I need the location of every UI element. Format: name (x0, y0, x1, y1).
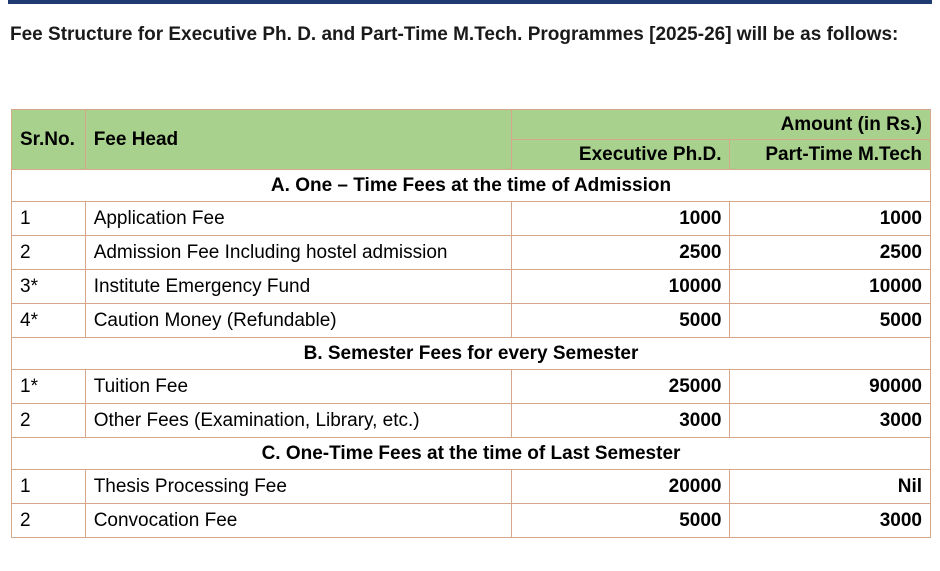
table-row (12, 504, 931, 538)
cell-fee-head: Application Fee (85, 202, 511, 236)
cell-executive: 5000 (511, 504, 730, 538)
cell-sr: 1 (12, 202, 86, 236)
cell-executive: 25000 (511, 370, 730, 404)
header-executive-phd: Executive Ph.D. (511, 140, 730, 170)
cell-part-time: 3000 (730, 504, 931, 538)
cell-fee-head: Tuition Fee (85, 370, 511, 404)
cell-executive: 5000 (511, 304, 730, 338)
section-row (12, 170, 931, 202)
cell-executive: 20000 (511, 470, 730, 504)
cell-fee-head: Institute Emergency Fund (85, 270, 511, 304)
fee-structure-table (11, 109, 931, 538)
cell-executive: 1000 (511, 202, 730, 236)
cell-part-time: 1000 (730, 202, 931, 236)
cell-sr: 1* (12, 370, 86, 404)
cell-sr: 3* (12, 270, 86, 304)
top-rule (8, 0, 932, 4)
header-sr-no: Sr.No. (12, 110, 86, 170)
header-fee-head: Fee Head (85, 110, 511, 170)
table-row (12, 470, 931, 504)
cell-part-time: Nil (730, 470, 931, 504)
cell-part-time: 90000 (730, 370, 931, 404)
cell-part-time: 10000 (730, 270, 931, 304)
cell-part-time: 5000 (730, 304, 931, 338)
cell-fee-head: Admission Fee Including hostel admission (85, 236, 511, 270)
section-title: B. Semester Fees for every Semester (12, 338, 931, 370)
section-row (12, 438, 931, 470)
cell-fee-head: Other Fees (Examination, Library, etc.) (85, 404, 511, 438)
cell-sr: 2 (12, 504, 86, 538)
cell-part-time: 3000 (730, 404, 931, 438)
table-row (12, 202, 931, 236)
cell-executive: 3000 (511, 404, 730, 438)
cell-sr: 4* (12, 304, 86, 338)
page-heading: Fee Structure for Executive Ph. D. and Part-Time M.Tech. Programmes [2025-26] will be as follows: (10, 24, 899, 45)
section-row (12, 338, 931, 370)
header-amount: Amount (in Rs.) (511, 110, 930, 140)
cell-fee-head: Thesis Processing Fee (85, 470, 511, 504)
cell-executive: 10000 (511, 270, 730, 304)
section-title: C. One-Time Fees at the time of Last Semester (12, 438, 931, 470)
table-row (12, 236, 931, 270)
table-row (12, 404, 931, 438)
table-row (12, 270, 931, 304)
table-row (12, 304, 931, 338)
cell-fee-head: Convocation Fee (85, 504, 511, 538)
header-part-time-mtech: Part-Time M.Tech (730, 140, 931, 170)
cell-executive: 2500 (511, 236, 730, 270)
section-title: A. One – Time Fees at the time of Admission (12, 170, 931, 202)
cell-sr: 2 (12, 404, 86, 438)
table-row (12, 370, 931, 404)
cell-part-time: 2500 (730, 236, 931, 270)
cell-fee-head: Caution Money (Refundable) (85, 304, 511, 338)
cell-sr: 1 (12, 470, 86, 504)
cell-sr: 2 (12, 236, 86, 270)
